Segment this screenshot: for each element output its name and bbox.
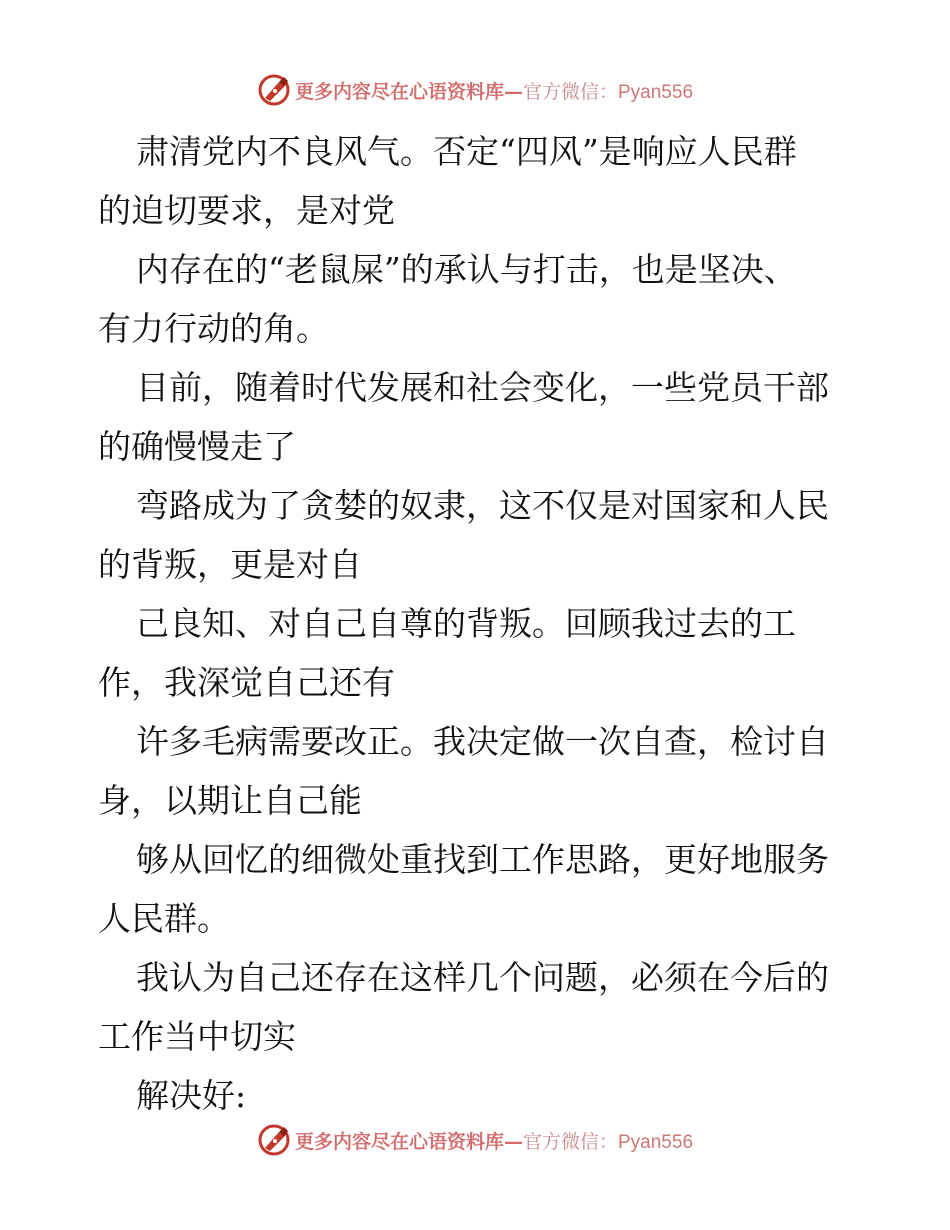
banner-wechat-label: 官方微信： <box>522 80 618 103</box>
text-line: 弯路成为了贪婪的奴隶，这不仅是对国家和人民 <box>136 486 829 525</box>
text-line: 的迫切要求，是对党 <box>98 191 395 230</box>
text-line: 有力行动的角。 <box>98 309 329 348</box>
header-banner <box>0 72 950 108</box>
text-line: 够从回忆的细微处重找到工作思路，更好地服务 <box>136 840 829 879</box>
text-line: 人民群。 <box>98 899 230 938</box>
text-line: 肃清党内不良风气。否定“四风”是响应人民群 <box>136 132 797 171</box>
text-line: 我认为自己还存在这样几个问题，必须在今后的 <box>136 958 829 997</box>
banner-wechat-id: Pyan556 <box>618 1131 694 1153</box>
footer-banner <box>0 1122 950 1158</box>
text-line: 许多毛病需要改正。我决定做一次自查，检讨自 <box>136 722 829 761</box>
text-line: 作，我深觉自己还有 <box>98 663 395 702</box>
text-line: 身，以期让自己能 <box>98 781 362 820</box>
text-line: 工作当中切实 <box>98 1017 296 1056</box>
text-line: 解决好: <box>136 1076 247 1115</box>
text-line: 的确慢慢走了 <box>98 427 296 466</box>
document-body <box>98 122 858 1125</box>
text-line: 的背叛，更是对自 <box>98 545 362 584</box>
banner-text <box>295 77 693 104</box>
pen-nib-logo-icon <box>257 73 291 107</box>
text-line: 内存在的“老鼠屎”的承认与打击，也是坚决、 <box>136 250 797 289</box>
banner-wechat-label: 官方微信： <box>522 1130 618 1153</box>
banner-main-text: 更多内容尽在心语资料库— <box>294 1130 523 1153</box>
banner-wechat-id: Pyan556 <box>618 81 694 103</box>
banner-text <box>295 1127 693 1154</box>
text-line: 己良知、对自己自尊的背叛。回顾我过去的工 <box>136 604 796 643</box>
pen-nib-logo-icon <box>257 1123 291 1157</box>
banner-main-text: 更多内容尽在心语资料库— <box>294 80 523 103</box>
text-line: 目前，随着时代发展和社会变化，一些党员干部 <box>136 368 829 407</box>
